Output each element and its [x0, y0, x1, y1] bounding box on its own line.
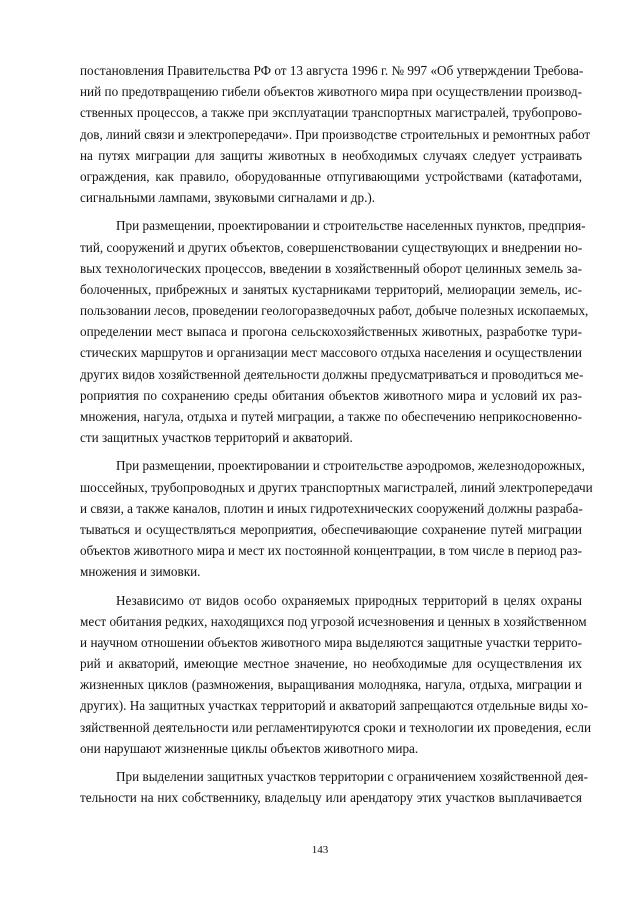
- body-text: [80, 60, 593, 808]
- paragraph: [80, 590, 592, 760]
- text-line: ственных процессов, а также при эксплуатации транспортных магистралей, трубопрово-: [80, 105, 582, 121]
- text-line: болоченных, прибрежных и занятых кустарниками территорий, мелиорации земель, ис-: [80, 281, 582, 297]
- text-line: на путях миграции для защиты животных в необходимых случаях следует устраивать: [80, 147, 582, 163]
- text-line: ограждения, как правило, оборудованные отпугивающими устройствами (катафотами,: [80, 168, 582, 184]
- page-number: 143: [311, 844, 329, 856]
- text-line: тий, сооружений и других объектов, совершенствовании существующих и внедрении но-: [80, 239, 583, 255]
- text-line: При выделении защитных участков территории с ограничением хозяйственной дея-: [116, 769, 588, 784]
- text-line: жизненных циклов (размножения, выращивания молодняка, нагула, отдыха, миграции и: [80, 677, 582, 693]
- text-line: рий и акваторий, имеющие местное значение, но необходимые для осуществления их: [80, 656, 582, 672]
- text-line: множения и зимовки.: [80, 564, 201, 580]
- text-line: При размещении, проектировании и строительстве аэродромов, железнодорожных,: [116, 458, 585, 474]
- text-line: роприятия по сохранению среды обитания объектов животного мира и условий их раз-: [80, 387, 582, 403]
- text-line: сигнальными лампами, звуковыми сигналами и др.).: [80, 190, 376, 206]
- text-line: мест обитания редких, находящихся под угрозой исчезновения и ценных в хозяйственном: [80, 613, 587, 629]
- paragraph: [80, 215, 589, 448]
- text-line: других). На защитных участках территорий и акваторий запрещаются отдельные виды хо-: [80, 698, 589, 714]
- text-line: сти защитных участков территорий и акваторий.: [80, 430, 353, 446]
- paragraph: [80, 60, 591, 208]
- text-line: объектов животного мира и мест их постоянной концентрации, в том числе в период раз-: [80, 543, 582, 559]
- text-line: ний по предотвращению гибели объектов животного мира при осуществлении производ-: [80, 84, 582, 100]
- text-line: других видов хозяйственной деятельности должны предусматриваться и проводиться ме-: [80, 366, 584, 382]
- text-line: и связи, а также каналов, плотин и иных гидротехнических сооружений должны разраба-: [80, 500, 583, 516]
- text-line: шоссейных, трубопроводных и других транспортных магистралей, линий электропередачи: [80, 479, 593, 495]
- text-line: Независимо от видов особо охраняемых природных территорий в целях охраны: [116, 592, 582, 608]
- text-line: стических маршрутов и организации мест массового отдыха населения и осуществлении: [80, 345, 582, 361]
- paragraph: [80, 455, 593, 582]
- text-line: пользовании лесов, проведении геологоразведочных работ, добыче полезных ископаемых,: [80, 303, 589, 319]
- text-line: определении мест выпаса и прогона сельскохозяйственных животных, разработке тури-: [80, 324, 582, 340]
- text-line: тываться и осуществляться мероприятия, обеспечивающие сохранение путей миграции: [80, 521, 582, 537]
- text-line: множения, нагула, отдыха и путей миграции, а также по обеспечению неприкосновенно-: [80, 409, 582, 424]
- paragraph: [80, 766, 588, 808]
- text-line: постановления Правительства РФ от 13 августа 1996 г. № 997 «Об утверждении Требова-: [80, 63, 584, 78]
- text-line: При размещении, проектировании и строительстве населенных пунктов, предприя-: [116, 218, 586, 234]
- text-line: зяйственной деятельности или регламентируются сроки и технологии их проведения, если: [80, 719, 592, 735]
- text-line: дов, линий связи и электропередачи». При производстве строительных и ремонтных работ: [80, 126, 591, 142]
- text-line: тельности на них собственнику, владельцу или арендатору этих участков выплачивается: [80, 790, 582, 806]
- text-line: и научном отношении объектов животного мира выделяются защитные участки террито-: [80, 634, 582, 650]
- text-line: они нарушают жизненные циклы объектов животного мира.: [80, 740, 419, 756]
- text-line: вых технологических процессов, введении в хозяйственный оборот целинных земель за-: [80, 260, 582, 276]
